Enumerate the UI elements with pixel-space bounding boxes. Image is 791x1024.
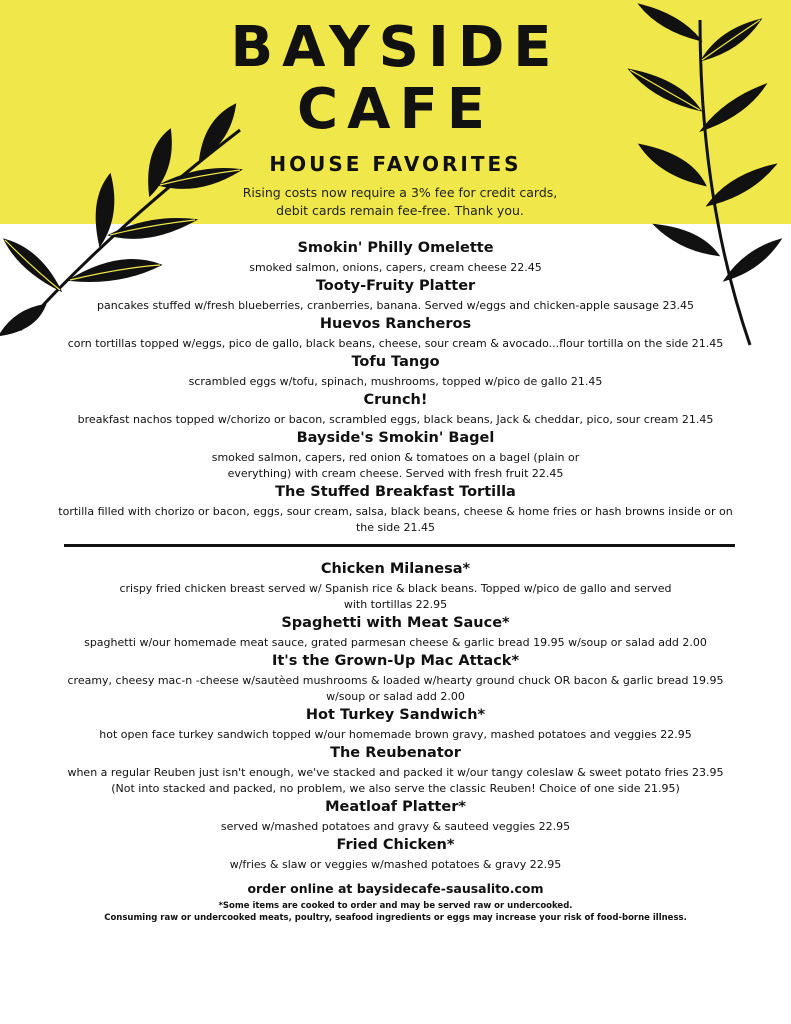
menu-item-name: Bayside's Smokin' Bagel: [296, 430, 495, 446]
title-line-1: BAYSIDE: [230, 15, 561, 80]
disclaimer: [0, 900, 791, 924]
title-line-2: CAFE: [297, 77, 494, 142]
menu-item-name: Chicken Milanesa*: [320, 561, 471, 577]
menu-item-desc: hot open face turkey sandwich topped w/our homemade brown gravy, mashed potatoes and veggies 22.95: [99, 728, 692, 741]
menu-item-name: The Reubenator: [330, 745, 461, 761]
credit-card-notice: Rising costs now require a 3% fee for credit cards, debit cards remain fee-free. Thank you.: [242, 185, 558, 218]
menu-item-name: Tofu Tango: [351, 354, 440, 370]
menu-item: [0, 428, 791, 482]
menu-item: [0, 482, 791, 536]
menu-item: [0, 276, 791, 314]
menu-item: [0, 743, 791, 797]
menu-item-desc: pancakes stuffed w/fresh blueberries, cranberries, banana. Served w/eggs and chicken-apple sausage 23.45: [97, 299, 694, 312]
menu-item: [0, 314, 791, 352]
menu-item: [0, 835, 791, 873]
menu-item: [0, 559, 791, 613]
menu-item-name: Fried Chicken*: [336, 837, 455, 853]
order-online-link[interactable]: order online at baysidecafe-sausalito.com: [247, 881, 544, 896]
menu-item-name: Meatloaf Platter*: [325, 799, 466, 815]
menu-item-desc: smoked salmon, onions, capers, cream cheese 22.45: [249, 261, 542, 274]
menu-item-name: Huevos Rancheros: [319, 316, 472, 332]
menu-item-desc: crispy fried chicken breast served w/ Spanish rice & black beans. Topped w/pico de gallo and served with tortillas 22.95: [119, 582, 672, 611]
page-subtitle: HOUSE FAVORITES: [269, 152, 522, 176]
menu-item-name: Spaghetti with Meat Sauce*: [281, 615, 510, 631]
menu-item-desc: w/fries & slaw or veggies w/mashed potatoes & gravy 22.95: [229, 858, 562, 871]
menu-list: [0, 238, 791, 924]
menu-item-desc: spaghetti w/our homemade meat sauce, grated parmesan cheese & garlic bread 19.95 w/soup or salad add 2.00: [84, 636, 707, 649]
disclaimer-line-2: Consuming raw or undercooked meats, poultry, seafood ingredients or eggs may increase your risk of food-borne illness.: [104, 913, 687, 923]
menu-item-desc: tortilla filled with chorizo or bacon, eggs, sour cream, salsa, black beans, cheese & home fries or hash browns inside or on the side 21.45: [58, 505, 733, 534]
menu-item-desc: smoked salmon, capers, red onion & tomatoes on a bagel (plain or everything) with cream cheese. Served with fresh fruit 22.45: [211, 451, 580, 480]
menu-item-name: It's the Grown-Up Mac Attack*: [271, 653, 520, 669]
menu-item-desc: when a regular Reuben just isn't enough, we've stacked and packed it w/our tangy coleslaw & sweet potato fries 23.95 (Not into stacked and packed, no problem, we also serve the classic Reuben! Choice of one side 21.95): [67, 766, 724, 795]
menu-item: [0, 613, 791, 651]
menu-item-name: The Stuffed Breakfast Tortilla: [275, 484, 516, 500]
menu-item: [0, 705, 791, 743]
menu-item-desc: scrambled eggs w/tofu, spinach, mushrooms, topped w/pico de gallo 21.45: [188, 375, 603, 388]
disclaimer-line-1: *Some items are cooked to order and may be served raw or undercooked.: [218, 901, 573, 911]
menu-item-name: Hot Turkey Sandwich*: [305, 707, 486, 723]
menu-item: [0, 238, 791, 276]
menu-item-desc: creamy, cheesy mac-n -cheese w/sautèed mushrooms & loaded w/hearty ground chuck OR bacon & garlic bread 19.95 w/soup or salad add 2.00: [67, 674, 724, 703]
menu-item-desc: corn tortillas topped w/eggs, pico de gallo, black beans, cheese, sour cream & avocado...flour tortilla on the side 21.45: [67, 337, 724, 350]
menu-item: [0, 352, 791, 390]
menu-item-name: Tooty-Fruity Platter: [315, 278, 476, 294]
menu-item: [0, 390, 791, 428]
menu-item-desc: served w/mashed potatoes and gravy & sauteed veggies 22.95: [220, 820, 571, 833]
menu-item: [0, 797, 791, 835]
menu-item: [0, 651, 791, 705]
menu-item-name: Crunch!: [363, 392, 428, 408]
section-divider: [64, 544, 735, 547]
menu-item-name: Smokin' Philly Omelette: [297, 240, 494, 256]
menu-item-desc: breakfast nachos topped w/chorizo or bacon, scrambled eggs, black beans, Jack & cheddar, pico, sour cream 21.45: [77, 413, 714, 426]
